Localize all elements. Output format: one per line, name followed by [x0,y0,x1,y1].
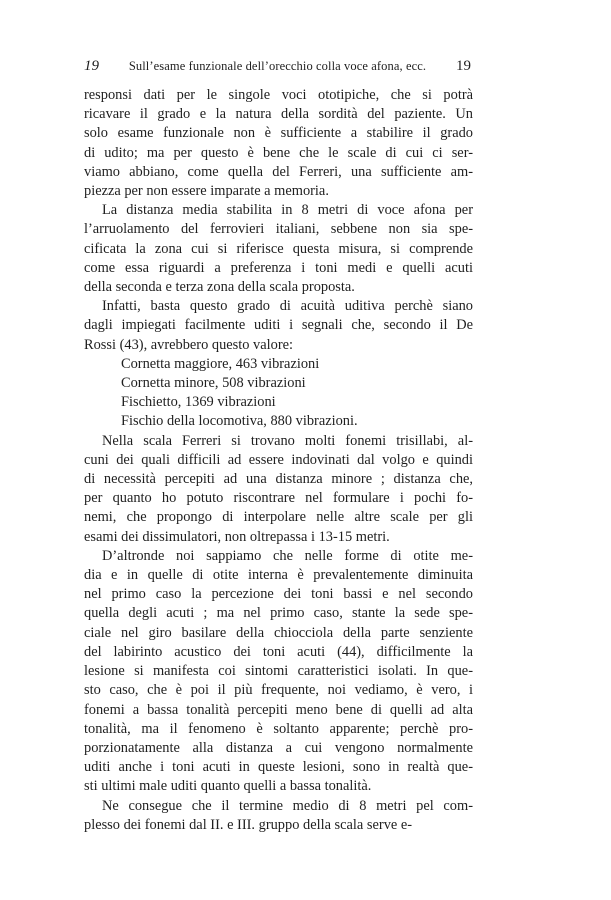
text-line: per quanto ho potuto riscontrare nel formulare i pochi fo- [84,490,473,507]
text-line: Infatti, basta questo grado di acuità uditiva perchè siano [102,298,473,315]
list-item: Cornetta minore, 508 vibrazioni [121,375,306,392]
text-line: di udito; ma per questo è bene che le scale di cui ci ser- [84,144,473,161]
list-item: Fischio della locomotiva, 880 vibrazioni. [121,413,358,430]
list-item: Fischietto, 1369 vibrazioni [121,394,276,411]
text-line: viamo abbiano, come quella del Ferreri, una sufficiente am- [84,163,473,180]
text-line: l’arruolamento del ferrovieri italiani, sebbene non sia spe- [84,221,473,238]
text-line: fonemi a bassa tonalità percepiti meno bene di quelli ad alta [84,701,473,718]
text-line: dagli impiegati facilmente uditi i segnali che, secondo il De [84,317,473,334]
text-line: cuni dei quali difficili ad essere indovinati dal volgo e quindi [84,451,473,468]
text-line: quella degli acuti ; ma nel primo caso, stante la sede spe- [84,605,473,622]
body-text [84,86,473,835]
folio-right: 19 [456,58,471,74]
text-line: della seconda e terza zona della scala proposta. [84,279,355,296]
text-line: ricavare il grado e la natura della sordità del paziente. Un [84,106,473,123]
text-line: sti ultimi male uditi quanto quelli a bassa tonalità. [84,778,372,795]
text-line: tonalità, ma il fenomeno è soltanto apparente; perchè pro- [84,720,473,737]
running-title: Sull’esame funzionale dell’orecchio colla voce afona, ecc. [128,59,427,73]
text-line: La distanza media stabilita in 8 metri di voce afona per [102,202,473,219]
text-line: piezza per non essere imparate a memoria. [84,183,329,200]
text-line: Ne consegue che il termine medio di 8 metri pel com- [102,797,473,814]
text-line: Nella scala Ferreri si trovano molti fonemi trisillabi, al- [102,432,473,449]
text-line: ciale nel giro basilare della chiocciola della parte senziente [84,624,473,641]
text-line: come essa riguardi a preferenza i toni medi e quelli acuti [84,259,473,276]
text-line: dia e in quelle di otite interna è prevalentemente diminuita [84,567,473,584]
running-head [84,58,473,75]
text-line: nel primo caso la percezione dei toni bassi e nel secondo [84,586,473,603]
text-line: del labirinto acustico dei toni acuti (44), difficilmente la [84,643,473,660]
text-line: solo esame funzionale non è sufficiente a stabilire il grado [84,125,473,142]
text-line: nemi, che propongo di interpolare nelle altre scale per gli [84,509,473,526]
text-line: sto caso, che è poi il più frequente, noi vediamo, è vero, i [84,682,473,699]
text-line: plesso dei fonemi dal II. e III. gruppo della scala serve e- [84,816,413,833]
text-line: di necessità percepiti ad una distanza minore ; distanza che, [84,471,473,488]
text-line: D’altronde noi sappiamo che nelle forme di otite me- [102,547,473,564]
text-line: lesione si manifesta coi sintomi caratteristici isolati. In que- [84,663,473,680]
text-line: esami dei dissimulatori, non oltrepassa i 13-15 metri. [84,528,390,545]
text-line: responsi dati per le singole voci ototipiche, che si potrà [84,87,473,103]
text-line: Rossi (43), avrebbero questo valore: [84,336,294,353]
text-line: porzionatamente alla distanza a cui vengono normalmente [84,739,473,756]
folio-left: 19 [84,58,99,74]
text-line: cificata la zona cui si riferisce questa misura, si comprende [84,240,473,257]
list-item: Cornetta maggiore, 463 vibrazioni [121,355,320,372]
text-line: uditi anche i toni acuti in queste lesioni, sono in realtà que- [84,759,473,776]
